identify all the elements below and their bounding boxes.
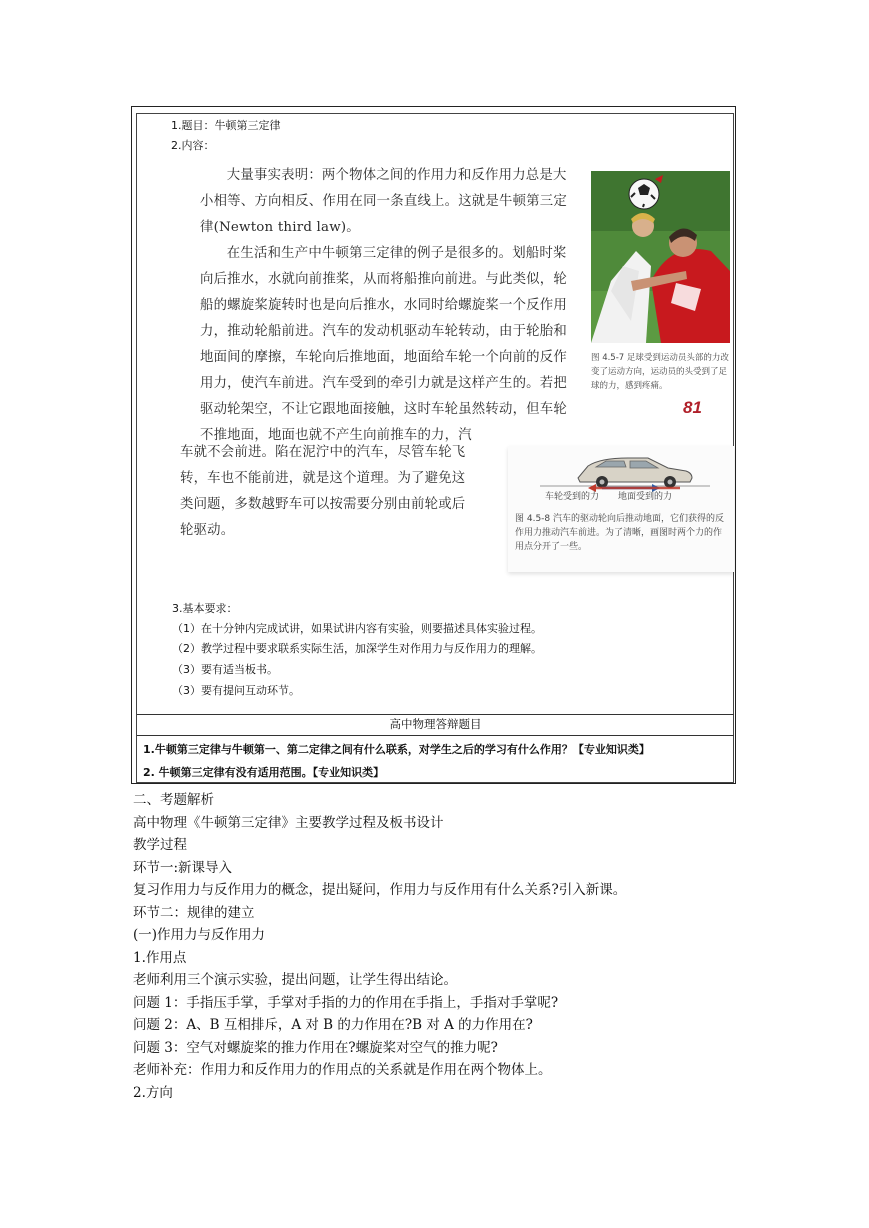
figure-4-5-7-caption: 图 4.5-7 足球受到运动员头部的力改变了运动方向，运动员的头受到了足球的力，感到疼痛。 bbox=[591, 353, 729, 391]
analysis-line: 老师补充：作用力和反作用力的作用点的关系就是作用在两个物体上。 bbox=[133, 1062, 552, 1078]
topic-label: 1.题目：牛顿第三定律 bbox=[171, 119, 281, 132]
requirement-item: （2）教学过程中要求联系实际生活，加深学生对作用力与反作用力的理解。 bbox=[172, 642, 542, 655]
analysis-line: 问题 3：空气对螺旋桨的推力作用在?螺旋桨对空气的推力呢? bbox=[133, 1039, 498, 1056]
analysis-line: 问题 1：手指压手掌，手掌对手指的力的作用在手指上，手指对手掌呢? bbox=[133, 994, 559, 1011]
analysis-line: 2.方向 bbox=[133, 1084, 173, 1101]
requirement-item: （3）要有适当板书。 bbox=[172, 663, 278, 676]
table-divider bbox=[137, 735, 734, 736]
analysis-line: 问题 2：A、B 互相排斥，A 对 B 的力作用在?B 对 A 的力作用在? bbox=[133, 1017, 533, 1033]
analysis-line: (一)作用力与反作用力 bbox=[133, 927, 266, 943]
requirement-item: （3）要有提问互动环节。 bbox=[172, 684, 300, 697]
analysis-heading: 二、考题解析 bbox=[133, 792, 214, 808]
analysis-line: 1.作用点 bbox=[133, 949, 187, 966]
analysis-line: 老师利用三个演示实验，提出问题，让学生得出结论。 bbox=[133, 972, 457, 988]
defense-table-title: 高中物理答辩题目 bbox=[389, 717, 482, 731]
content-label: 2.内容： bbox=[171, 139, 215, 152]
analysis-section bbox=[133, 789, 833, 1104]
figure-label-wheel-force: 车轮受到的力 bbox=[545, 492, 600, 502]
analysis-line: 复习作用力与反作用力的概念，提出疑问，作用力与反作用有什么关系?引入新课。 bbox=[133, 882, 627, 898]
figure-label-ground-force: 地面受到的力 bbox=[618, 492, 673, 502]
defense-question: 2. 牛顿第三定律有没有适用范围。【专业知识类】 bbox=[143, 766, 385, 779]
textbook-paragraph-3: 车就不会前进。陷在泥泞中的汽车，尽管车轮飞转，车也不能前进，就是这个道理。为了避免这类问题，多数越野车可以按需要分别由前轮或后轮驱动。 bbox=[180, 445, 466, 538]
analysis-line: 环节二：规律的建立 bbox=[133, 904, 255, 921]
analysis-line: 环节一:新课导入 bbox=[133, 859, 233, 876]
textbook-paragraph-2: 在生活和生产中牛顿第三定律的例子是很多的。划船时桨向后推水，水就向前推桨，从而将船推向前进。与此类似，轮船的螺旋桨旋转时也是向后推水，水同时给螺旋桨一个反作用力，推动轮船前进。汽车的发动机驱动车轮转动，由于轮胎和地面间的摩擦，车轮向后推地面，地面给车轮一个向前的反作用力，使汽车前进。汽车受到的牵引力就是这样产生的。若把驱动轮架空，不让它跟地面接触，这时车轮虽然转动，但车轮不推地面，地面也就不产生向前推车的力，汽 bbox=[200, 246, 567, 443]
football-photo-illustration bbox=[591, 171, 730, 343]
textbook-paragraph-1: 大量事实表明：两个物体之间的作用力和反作用力总是大小相等、方向相反、作用在同一条直线上。这就是牛顿第三定律(Newton third law)。 bbox=[200, 168, 567, 235]
textbook-excerpt-top bbox=[200, 163, 570, 449]
figure-4-5-8-caption: 图 4.5-8 汽车的驱动轮向后推动地面，它们获得的反作用力推动汽车前进。为了清晰，画图时两个力的作用点分开了一些。 bbox=[515, 514, 725, 552]
requirement-item: （1）在十分钟内完成试讲，如果试讲内容有实验，则要描述具体实验过程。 bbox=[172, 622, 542, 635]
textbook-excerpt-bottom bbox=[180, 440, 470, 544]
analysis-line: 高中物理《牛顿第三定律》主要教学过程及板书设计 bbox=[133, 814, 444, 831]
requirements-label: 3.基本要求： bbox=[172, 602, 238, 615]
page-number: 81 bbox=[683, 398, 702, 417]
defense-question: 1.牛顿第三定律与牛顿第一、第二定律之间有什么联系，对学生之后的学习有什么作用？【专业知识类】 bbox=[143, 743, 650, 756]
analysis-line: 教学过程 bbox=[133, 837, 187, 853]
football-header-photo bbox=[591, 171, 730, 343]
